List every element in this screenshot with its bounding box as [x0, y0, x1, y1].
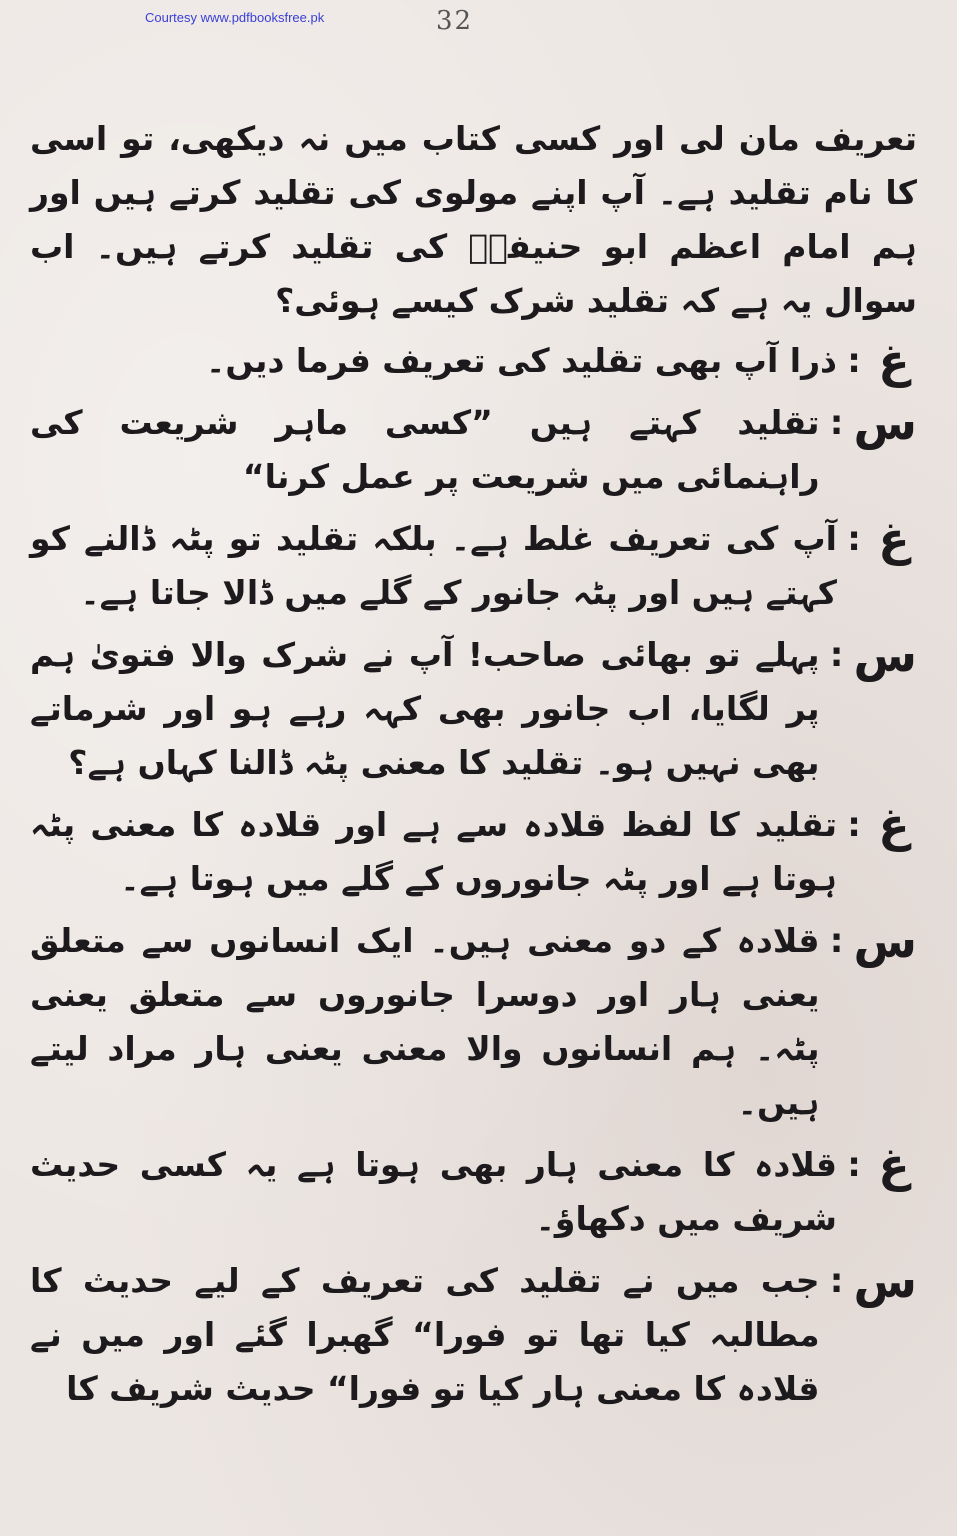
speaker-label: س — [853, 1254, 917, 1308]
dialogue-text: تقلید کہتے ہیں ”کسی ماہر شریعت کی راہنمائی میں شریعت پر عمل کرنا“ — [30, 403, 820, 496]
dialogue-text: پہلے تو بھائی صاحب! آپ نے شرک والا فتویٰ ہم پر لگایا، اب جانور بھی کہہ رہے ہو اور شرماتے بھی نہیں ہو۔ تقلید کا معنی پٹہ ڈالنا کہاں ہے؟ — [30, 635, 820, 782]
colon-separator: : — [847, 519, 861, 559]
intro-paragraph: تعریف مان لی اور کسی کتاب میں نہ دیکھی، تو اسی کا نام تقلید ہے۔ آپ اپنے مولوی کی تقلید کرتے ہیں اور ہم امام اعظم ابو حنیفہؒ کی تقلید کرتے ہیں۔ اب سوال یہ ہے کہ تقلید شرک کیسے ہوئی؟ — [30, 119, 917, 320]
colon-separator: : — [847, 341, 861, 381]
page-body — [30, 112, 917, 1424]
speaker-label: س — [853, 628, 917, 682]
dialogue-line — [30, 396, 917, 504]
dialogue-line — [30, 334, 917, 388]
dialogue-text: جب میں نے تقلید کی تعریف کے لیے حدیث کا مطالبہ کیا تھا تو فورا“ گھبرا گئے اور میں نے قلادہ کا معنی ہار کیا تو فورا“ حدیث شریف کا — [30, 1261, 820, 1408]
speaker-label: غ — [878, 512, 910, 566]
dialogue-text: ذرا آپ بھی تقلید کی تعریف فرما دیں۔ — [206, 341, 837, 380]
speaker-label: س — [853, 396, 917, 450]
speaker-label: غ — [878, 1138, 910, 1192]
dialogue-text: قلادہ کے دو معنی ہیں۔ ایک انسانوں سے متعلق یعنی ہار اور دوسرا جانوروں سے متعلق یعنی پٹہ۔ ہم انسانوں والا معنی یعنی ہار مراد لیتے ہیں۔ — [30, 921, 820, 1122]
speaker-label: س — [853, 914, 917, 968]
colon-separator: : — [829, 635, 844, 675]
dialogue-text: آپ کی تعریف غلط ہے۔ بلکہ تقلید تو پٹہ ڈالنے کو کہتے ہیں اور پٹہ جانور کے گلے میں ڈالا جاتا ہے۔ — [30, 519, 837, 612]
colon-separator: : — [847, 805, 861, 845]
speaker-label: غ — [878, 334, 910, 388]
dialogue-text: قلادہ کا معنی ہار بھی ہوتا ہے یہ کسی حدیث شریف میں دکھاؤ۔ — [30, 1145, 837, 1238]
colon-separator: : — [829, 403, 844, 443]
colon-separator: : — [829, 921, 844, 961]
dialogue-line — [30, 1138, 917, 1246]
courtesy-link[interactable]: Courtesy www.pdfbooksfree.pk — [145, 10, 325, 25]
page-number: 32 — [436, 6, 474, 36]
dialogue-line — [30, 914, 917, 1130]
dialogue-line — [30, 512, 917, 620]
speaker-label: غ — [878, 798, 910, 852]
dialogue-text: تقلید کا لفظ قلادہ سے ہے اور قلادہ کا معنی پٹہ ہوتا ہے اور پٹہ جانوروں کے گلے میں ہوتا ہے۔ — [30, 805, 837, 898]
dialogue-line — [30, 628, 917, 790]
colon-separator: : — [829, 1261, 844, 1301]
colon-separator: : — [847, 1145, 861, 1185]
dialogue-line — [30, 798, 917, 906]
dialogue-line — [30, 1254, 917, 1416]
